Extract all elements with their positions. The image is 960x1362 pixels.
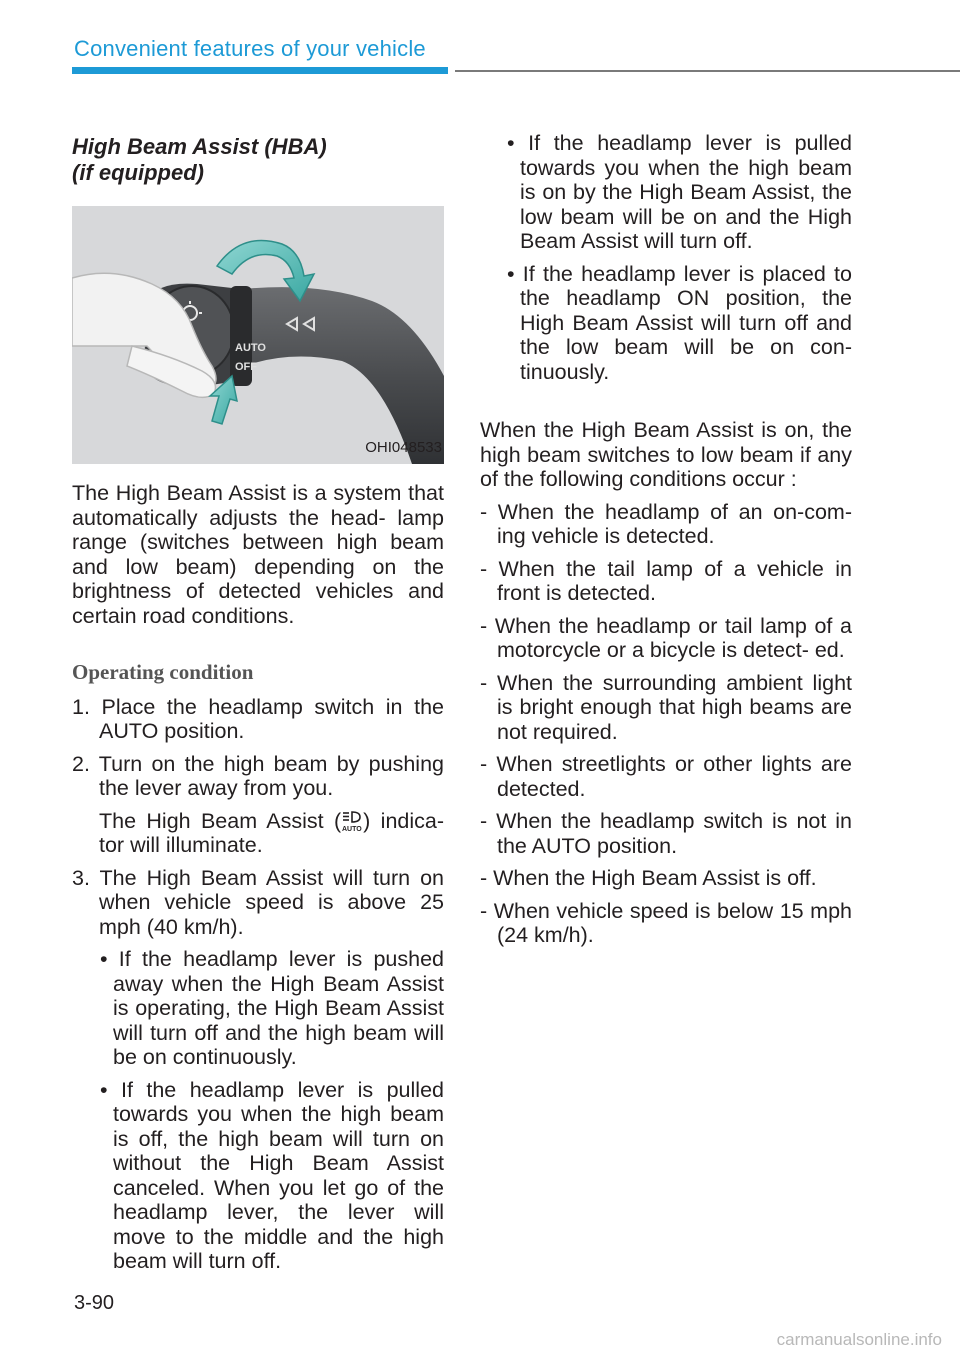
figure-code: OHI048533 [365,438,442,456]
header-rule [455,70,960,72]
header-bar [72,67,448,74]
section-title [72,134,444,186]
section-title-line1: High Beam Assist (HBA) [72,134,327,159]
svg-text:OFF: OFF [235,361,257,373]
left-column [72,134,444,1274]
headlamp-lever-illustration [72,206,444,464]
bullet-item: • If the headlamp lever is pulled towards you when the high beam is off, the high beam will turn on without the High Beam Assist canceled. When you let go of the headlamp lever, the lever will move to the middle and the high beam will turn off. [100,1077,444,1273]
header-title: Convenient features of your vehicle [74,36,426,61]
condition-item: - When the headlamp switch is not in the AUTO position. [480,809,852,858]
condition-item: - When the surrounding ambient light is bright enough that high beams are not required. [480,670,852,744]
indicator-after: ) indica- tor will illuminate. [99,808,445,857]
operating-heading: Operating condition [72,660,254,684]
condition-item: - When vehicle speed is below 15 mph (24 km/h). [480,898,852,947]
intro-paragraph: The High Beam Assist is a system that automatically adjusts the head- lamp range (switches between high beam and low beam) depending on the brightness of detected vehicles and certain road conditions. [72,481,444,628]
lever-figure [72,206,444,464]
step-3: 3. The High Beam Assist will turn on when vehicle speed is above 25 mph (40 km/h). [72,865,444,939]
conditions-intro: When the High Beam Assist is on, the high beam switches to low beam if any of the following conditions occur : [480,418,852,491]
section-title-line2: (if equipped) [72,160,204,185]
svg-text:AUTO: AUTO [342,825,362,832]
bullet-item: • If the headlamp lever is pulled towards you when the high beam is on by the High Beam Assist, the low beam will be on and the High Beam Assist will turn off. [507,131,852,253]
condition-item: - When the headlamp or tail lamp of a motorcycle or a bicycle is detect- ed. [480,613,852,662]
step-2: 2. Turn on the high beam by pushing the lever away from you. [72,751,444,800]
page-number: 3-90 [74,1292,115,1314]
condition-item: - When the High Beam Assist is off. [480,866,817,890]
condition-item: - When the headlamp of an on-com- ing vehicle is detected. [480,499,852,548]
svg-text:AUTO: AUTO [235,342,266,354]
indicator-note [72,809,444,858]
indicator-before: The High Beam Assist ( [99,808,342,833]
bullet-item: • If the headlamp lever is pushed away when the High Beam Assist is operating, the High Beam Assist will turn off and the high beam will be on continuously. [100,947,444,1069]
high-beam-auto-icon [341,810,363,832]
watermark[interactable]: carmanualsonline.info [776,1330,942,1349]
right-column [480,131,852,948]
condition-item: - When the tail lamp of a vehicle in front is detected. [480,556,852,605]
bullet-item: • If the headlamp lever is placed to the headlamp ON position, the High Beam Assist will turn off and the low beam will be on con- tinuously. [507,261,852,384]
condition-item: - When streetlights or other lights are detected. [480,752,852,801]
step-1: 1. Place the headlamp switch in the AUTO position. [72,694,444,743]
